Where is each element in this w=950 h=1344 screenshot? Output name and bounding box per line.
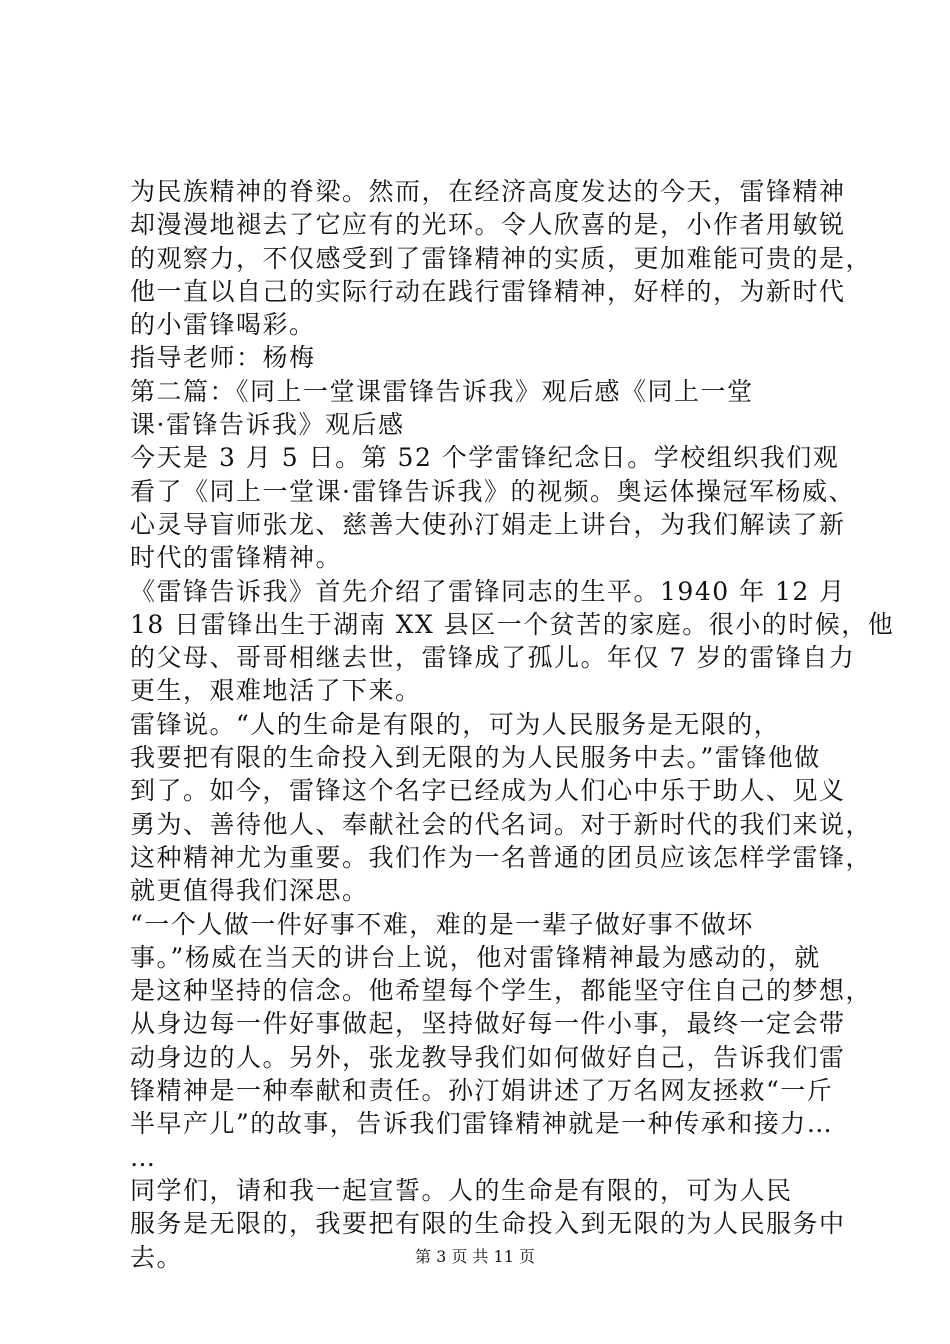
text-line: 看了《同上一堂课·雷锋告诉我》的视频。奥运体操冠军杨威、	[130, 476, 855, 506]
text-line: 时代的雷锋精神。	[130, 543, 343, 573]
text-line: …	[130, 1142, 157, 1172]
text-line: 他一直以自己的实际行动在践行雷锋精神，好样的，为新时代	[130, 276, 846, 306]
text-line: 到了。如今，雷锋这个名字已经成为人们心中乐于助人、见义	[130, 776, 846, 806]
text-line: 去。	[130, 1242, 184, 1272]
text-line: 的小雷锋喝彩。	[130, 310, 316, 340]
text-line: 我要把有限的生命投入到无限的为人民服务中去。”雷锋他做	[130, 743, 821, 773]
text-line: 雷锋说。“人的生命是有限的，可为人民服务是无限的，	[130, 709, 781, 739]
text-line: 《雷锋告诉我》首先介绍了雷锋同志的生平。1940 年 12 月	[130, 576, 846, 606]
text-line: 事。”杨威在当天的讲台上说，他对雷锋精神最为感动的，就	[130, 942, 821, 972]
text-line: 18 日雷锋出生于湖南 XX 县区一个贫苦的家庭。很小的时候，他	[130, 609, 895, 639]
text-line: 今天是 3 月 5 日。第 52 个学雷锋纪念日。学校组织我们观	[130, 443, 840, 473]
text-line: 勇为、善待他人、奉献社会的代名词。对于新时代的我们来说，	[130, 809, 873, 839]
text-line: 这种精神尤为重要。我们作为一名普通的团员应该怎样学雷锋，	[130, 842, 873, 872]
text-line: 动身边的人。另外，张龙教导我们如何做好自己，告诉我们雷	[130, 1042, 846, 1072]
text-line: 服务是无限的，我要把有限的生命投入到无限的为人民服务中	[130, 1209, 846, 1239]
text-line: “一个人做一件好事不难，难的是一辈子做好事不做坏	[130, 909, 754, 939]
document-body	[130, 175, 895, 1274]
text-line: 就更值得我们深思。	[130, 876, 369, 906]
text-line: 却漫漫地褪去了它应有的光环。令人欣喜的是，小作者用敏锐	[130, 210, 846, 240]
page-number-footer: 第 3 页 共 11 页	[415, 1247, 535, 1266]
advisor-line: 指导老师：杨梅	[130, 343, 316, 373]
text-line: 的观察力，不仅感受到了雷锋精神的实质，更加难能可贵的是，	[130, 243, 873, 273]
text-line: 是这种坚持的信念。他希望每个学生，都能坚守住自己的梦想，	[130, 976, 873, 1006]
section-heading-cont: 课·雷锋告诉我》观后感	[130, 410, 405, 440]
text-line: 为民族精神的脊梁。然而，在经济高度发达的今天，雷锋精神	[130, 177, 846, 206]
section-heading: 第二篇：《同上一堂课雷锋告诉我》观后感《同上一堂	[130, 376, 754, 406]
text-line: 心灵导盲师张龙、慈善大使孙汀娟走上讲台，为我们解读了新	[130, 509, 846, 539]
text-line: 同学们，请和我一起宣誓。人的生命是有限的，可为人民	[130, 1175, 793, 1205]
text-line: 的父母、哥哥相继去世，雷锋成了孤儿。年仅 7 岁的雷锋自力	[130, 643, 856, 673]
text-line: 更生，艰难地活了下来。	[130, 676, 422, 706]
text-line: 从身边每一件好事做起，坚持做好每一件小事，最终一定会带	[130, 1009, 846, 1039]
text-line: 半早产儿”的故事，告诉我们雷锋精神就是一种传承和接力…	[130, 1109, 834, 1139]
text-line: 锋精神是一种奉献和责任。孙汀娟讲述了万名网友拯救“一斤	[130, 1076, 834, 1106]
